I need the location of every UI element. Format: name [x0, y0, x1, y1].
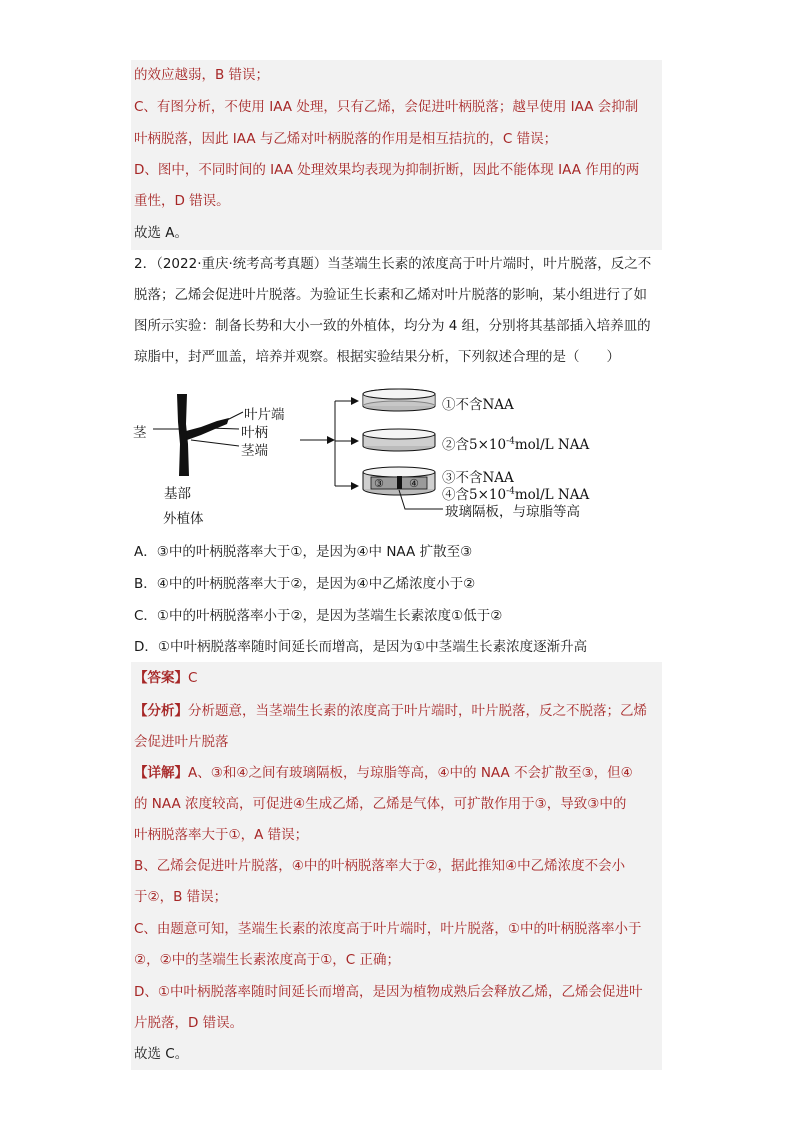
answer-value: C	[188, 670, 198, 686]
answer-line	[134, 669, 197, 687]
dish-inner-3-label: ③	[374, 477, 384, 490]
analysis-text-1: 分析题意，当茎端生长素的浓度高于叶片端时，叶片脱落，反之不脱落；乙烯	[188, 703, 647, 719]
dish-2-label	[442, 433, 589, 453]
leaf-end-leader	[227, 412, 243, 420]
branch-arrow-1-head	[351, 397, 359, 405]
experiment-diagram-svg	[131, 384, 662, 532]
main-arrow-head	[327, 436, 335, 444]
dish-1-label: ①不含NAA	[442, 397, 514, 413]
dish-2-label-prefix: ②含5×10	[442, 437, 507, 453]
dish-3-label: ③不含NAA	[442, 470, 514, 486]
detail-label: 【详解】	[134, 765, 188, 781]
petiole-label: 叶柄	[241, 425, 268, 441]
analysis-line-1	[134, 702, 647, 720]
question-line-2: 脱落；乙烯会促进叶片脱落。为验证生长素和乙烯对叶片脱落的影响，某小组进行了如	[134, 287, 647, 303]
detail-line-9: 片脱落，D 错误。	[134, 1015, 244, 1031]
prev-explanation-line-4: D、图中，不同时间的 IAA 处理效果均表现为抑制折断，因此不能体现 IAA 作用的两	[134, 162, 640, 178]
option-d: D．①中叶柄脱落率随时间延长而增高，是因为①中茎端生长素浓度逐渐升高	[134, 639, 588, 655]
dish-2-label-exponent: -4	[506, 436, 515, 447]
prev-explanation-line-1: 的效应越弱，B 错误；	[134, 67, 270, 83]
detail-text-1: A、③和④之间有玻璃隔板，与琼脂等高，④中的 NAA 不会扩散至③，但④	[188, 765, 633, 781]
prev-conclusion: 故选 A。	[134, 225, 189, 241]
analysis-line-2: 会促进叶片脱落	[134, 734, 229, 750]
petri-dish-1	[363, 389, 435, 411]
option-b: B．④中的叶柄脱落率大于②，是因为④中乙烯浓度小于②	[134, 576, 476, 592]
answer-label: 【答案】	[134, 670, 188, 686]
detail-line-6: C、由题意可知，茎端生长素的浓度高于叶片端时，叶片脱落，①中的叶柄脱落率小于	[134, 921, 642, 937]
detail-line-8: D、①中叶柄脱落率随时间延长而增高，是因为植物成熟后会释放乙烯，乙烯会促进叶	[134, 984, 643, 1000]
prev-explanation-line-2: C、有图分析，不使用 IAA 处理，只有乙烯，会促进叶柄脱落；越早使用 IAA 会抑制	[134, 99, 639, 115]
detail-line-5: 于②，B 错误；	[134, 889, 228, 905]
question-line-1: 2．（2022·重庆·统考高考真题）当茎端生长素的浓度高于叶片端时，叶片脱落，反之不	[134, 256, 652, 272]
detail-conclusion: 故选 C。	[134, 1046, 189, 1062]
dish-4-label-exponent: -4	[506, 486, 515, 497]
stem-label: 茎	[133, 425, 147, 441]
experiment-diagram	[131, 384, 662, 532]
detail-line-3: 叶柄脱落率大于①，A 错误；	[134, 827, 309, 843]
branch-arrow-3-head	[351, 482, 359, 490]
question-line-4: 琼脂中，封严皿盖，培养并观察。根据实验结果分析，下列叙述合理的是（ ）	[134, 349, 620, 365]
dish-2-label-suffix: mol/L NAA	[514, 437, 590, 453]
question-line-3: 图所示实验：制备长势和大小一致的外植体，均分为 4 组，分别将其基部插入培养皿的	[134, 318, 651, 334]
explant-label: 外植体	[163, 511, 204, 527]
glass-partition-label: 玻璃隔板，与琼脂等高	[445, 504, 580, 520]
petri-dish-2	[363, 429, 435, 451]
stem-end-label: 茎端	[241, 443, 268, 459]
explant-petiole-shape	[186, 418, 229, 440]
prev-explanation-line-5: 重性，D 错误。	[134, 193, 230, 209]
branch-arrow-2-head	[351, 437, 359, 445]
base-label: 基部	[164, 486, 191, 502]
analysis-label: 【分析】	[134, 703, 188, 719]
dish-inner-4-label: ④	[409, 477, 419, 490]
dish-4-label-suffix: mol/L NAA	[514, 487, 590, 503]
leaf-end-label: 叶片端	[244, 407, 285, 423]
prev-explanation-background	[131, 60, 662, 250]
option-a: A．③中的叶柄脱落率大于①，是因为④中 NAA 扩散至③	[134, 544, 473, 560]
detail-line-4: B、乙烯会促进叶片脱落，④中的叶柄脱落率大于②，据此推知④中乙烯浓度不会小	[134, 858, 626, 874]
dish-4-label-prefix: ④含5×10	[442, 487, 507, 503]
detail-line-1	[134, 764, 633, 782]
detail-line-7: ②，②中的茎端生长素浓度高于①，C 正确；	[134, 952, 401, 968]
stem-end-leader	[191, 440, 239, 446]
detail-line-2: 的 NAA 浓度较高，可促进④生成乙烯，乙烯是气体，可扩散作用于③，导致③中的	[134, 796, 627, 812]
option-c: C．①中的叶柄脱落率小于②，是因为茎端生长素浓度①低于②	[134, 608, 503, 624]
prev-explanation-line-3: 叶柄脱落，因此 IAA 与乙烯对叶柄脱落的作用是相互拮抗的，C 错误；	[134, 131, 558, 147]
